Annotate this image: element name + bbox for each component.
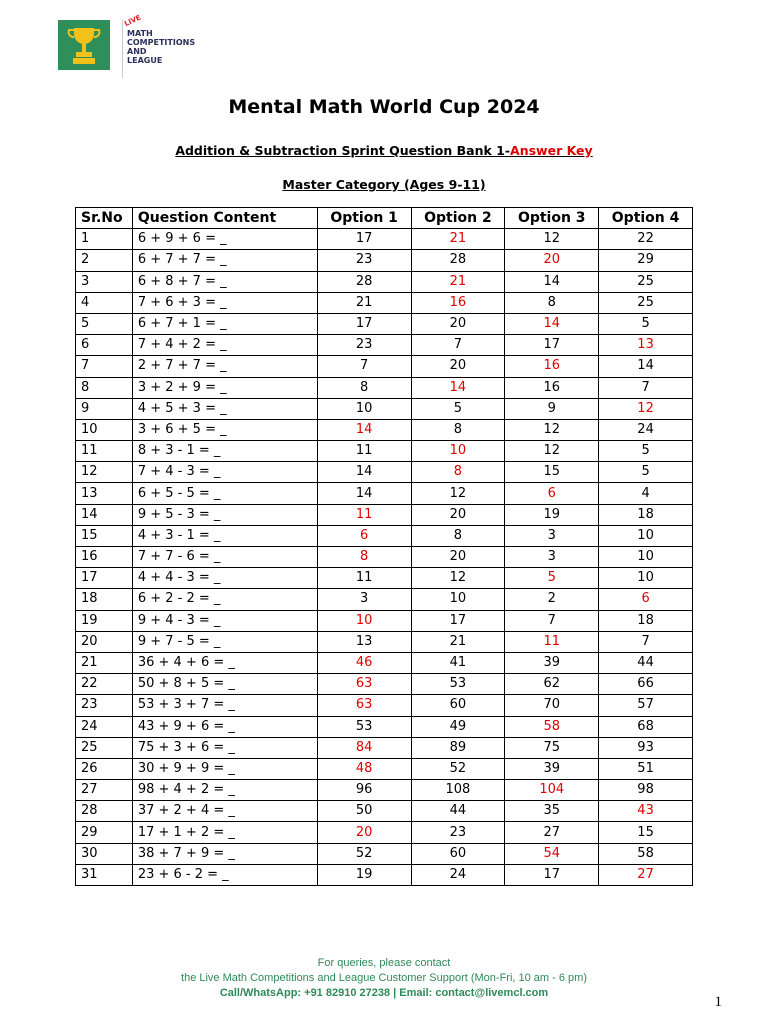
table-row <box>76 737 693 758</box>
option-cell: 19 <box>505 504 599 525</box>
footer-line-2: the Live Math Competitions and League Customer Support (Mon-Fri, 10 am - 6 pm) <box>181 972 587 984</box>
table-row <box>76 652 693 673</box>
option-cell: 39 <box>505 758 599 779</box>
option-cell: 52 <box>411 758 505 779</box>
option-cell: 10 <box>599 568 693 589</box>
sr-no-cell: 28 <box>76 801 133 822</box>
option-cell: 28 <box>317 271 411 292</box>
table-row <box>76 250 693 271</box>
footer-line-1: For queries, please contact <box>317 957 451 969</box>
correct-option-cell: 48 <box>317 758 411 779</box>
question-cell: 53 + 3 + 7 = _ <box>132 695 317 716</box>
option-cell: 15 <box>505 462 599 483</box>
sr-no-cell: 16 <box>76 547 133 568</box>
sr-no-cell: 20 <box>76 631 133 652</box>
table-row <box>76 504 693 525</box>
option-cell: 20 <box>411 504 505 525</box>
sr-no-cell: 30 <box>76 843 133 864</box>
question-cell: 6 + 7 + 1 = _ <box>132 313 317 334</box>
question-cell: 6 + 8 + 7 = _ <box>132 271 317 292</box>
sr-no-cell: 27 <box>76 780 133 801</box>
correct-option-cell: 14 <box>411 377 505 398</box>
option-cell: 3 <box>505 525 599 546</box>
table-row <box>76 398 693 419</box>
sr-no-cell: 26 <box>76 758 133 779</box>
option-cell: 12 <box>411 568 505 589</box>
option-cell: 44 <box>411 801 505 822</box>
option-cell: 53 <box>317 716 411 737</box>
option-cell: 12 <box>505 419 599 440</box>
correct-option-cell: 6 <box>505 483 599 504</box>
option-cell: 57 <box>599 695 693 716</box>
sr-no-cell: 11 <box>76 441 133 462</box>
table-row <box>76 758 693 779</box>
sr-no-cell: 19 <box>76 610 133 631</box>
option-cell: 5 <box>411 398 505 419</box>
option-cell: 5 <box>599 441 693 462</box>
option-cell: 9 <box>505 398 599 419</box>
question-cell: 4 + 3 - 1 = _ <box>132 525 317 546</box>
option-cell: 17 <box>317 313 411 334</box>
option-cell: 10 <box>317 398 411 419</box>
correct-option-cell: 10 <box>411 441 505 462</box>
logo-live-badge: LIVE <box>123 13 143 29</box>
option-cell: 10 <box>599 525 693 546</box>
correct-option-cell: 21 <box>411 271 505 292</box>
option-cell: 22 <box>599 229 693 250</box>
sr-no-cell: 12 <box>76 462 133 483</box>
correct-option-cell: 58 <box>505 716 599 737</box>
correct-option-cell: 63 <box>317 695 411 716</box>
option-cell: 17 <box>411 610 505 631</box>
option-cell: 17 <box>505 335 599 356</box>
answer-key-label: Answer Key <box>510 143 593 158</box>
option-cell: 5 <box>599 462 693 483</box>
question-cell: 75 + 3 + 6 = _ <box>132 737 317 758</box>
subtitle <box>0 143 768 158</box>
question-cell: 7 + 7 - 6 = _ <box>132 547 317 568</box>
table-row <box>76 801 693 822</box>
option-cell: 20 <box>411 547 505 568</box>
table-row <box>76 547 693 568</box>
sr-no-cell: 18 <box>76 589 133 610</box>
correct-option-cell: 16 <box>505 356 599 377</box>
header-sr-no: Sr.No <box>76 208 133 229</box>
correct-option-cell: 63 <box>317 674 411 695</box>
option-cell: 28 <box>411 250 505 271</box>
option-cell: 62 <box>505 674 599 695</box>
correct-option-cell: 6 <box>599 589 693 610</box>
option-cell: 7 <box>411 335 505 356</box>
sr-no-cell: 6 <box>76 335 133 356</box>
option-cell: 8 <box>411 419 505 440</box>
option-cell: 14 <box>599 356 693 377</box>
table-row <box>76 483 693 504</box>
question-cell: 36 + 4 + 6 = _ <box>132 652 317 673</box>
option-cell: 49 <box>411 716 505 737</box>
header-question: Question Content <box>132 208 317 229</box>
table-row <box>76 313 693 334</box>
option-cell: 21 <box>411 631 505 652</box>
option-cell: 8 <box>411 525 505 546</box>
table-row <box>76 610 693 631</box>
option-cell: 3 <box>317 589 411 610</box>
correct-option-cell: 84 <box>317 737 411 758</box>
option-cell: 66 <box>599 674 693 695</box>
question-cell: 38 + 7 + 9 = _ <box>132 843 317 864</box>
sr-no-cell: 24 <box>76 716 133 737</box>
option-cell: 8 <box>505 292 599 313</box>
option-cell: 18 <box>599 504 693 525</box>
sr-no-cell: 7 <box>76 356 133 377</box>
option-cell: 24 <box>411 864 505 885</box>
option-cell: 11 <box>317 441 411 462</box>
header-option-2: Option 2 <box>411 208 505 229</box>
option-cell: 13 <box>317 631 411 652</box>
question-cell: 43 + 9 + 6 = _ <box>132 716 317 737</box>
option-cell: 11 <box>317 568 411 589</box>
option-cell: 7 <box>505 610 599 631</box>
option-cell: 98 <box>599 780 693 801</box>
option-cell: 27 <box>505 822 599 843</box>
option-cell: 96 <box>317 780 411 801</box>
footer-contact: Call/WhatsApp: +91 82910 27238 | Email: contact@livemcl.com <box>219 987 549 999</box>
sr-no-cell: 10 <box>76 419 133 440</box>
option-cell: 108 <box>411 780 505 801</box>
table-row <box>76 335 693 356</box>
option-cell: 60 <box>411 843 505 864</box>
option-cell: 23 <box>411 822 505 843</box>
question-cell: 4 + 5 + 3 = _ <box>132 398 317 419</box>
option-cell: 25 <box>599 292 693 313</box>
correct-option-cell: 20 <box>317 822 411 843</box>
option-cell: 20 <box>411 313 505 334</box>
sr-no-cell: 21 <box>76 652 133 673</box>
table-row <box>76 441 693 462</box>
correct-option-cell: 13 <box>599 335 693 356</box>
option-cell: 52 <box>317 843 411 864</box>
table-row <box>76 356 693 377</box>
logo-text: LIVE MATH COMPETITIONS AND LEAGUE <box>122 20 193 78</box>
option-cell: 7 <box>317 356 411 377</box>
option-cell: 35 <box>505 801 599 822</box>
table-row <box>76 568 693 589</box>
subtitle-main: Addition & Subtraction Sprint Question Bank 1- <box>175 143 511 158</box>
table-row <box>76 716 693 737</box>
option-cell: 14 <box>317 462 411 483</box>
correct-option-cell: 6 <box>317 525 411 546</box>
sr-no-cell: 8 <box>76 377 133 398</box>
question-cell: 4 + 4 - 3 = _ <box>132 568 317 589</box>
option-cell: 29 <box>599 250 693 271</box>
option-cell: 17 <box>317 229 411 250</box>
correct-option-cell: 14 <box>505 313 599 334</box>
sr-no-cell: 25 <box>76 737 133 758</box>
correct-option-cell: 11 <box>505 631 599 652</box>
sr-no-cell: 5 <box>76 313 133 334</box>
sr-no-cell: 31 <box>76 864 133 885</box>
option-cell: 23 <box>317 335 411 356</box>
option-cell: 93 <box>599 737 693 758</box>
option-cell: 7 <box>599 631 693 652</box>
sr-no-cell: 2 <box>76 250 133 271</box>
question-cell: 23 + 6 - 2 = _ <box>132 864 317 885</box>
option-cell: 44 <box>599 652 693 673</box>
correct-option-cell: 21 <box>411 229 505 250</box>
option-cell: 14 <box>505 271 599 292</box>
table-row <box>76 822 693 843</box>
sr-no-cell: 29 <box>76 822 133 843</box>
option-cell: 39 <box>505 652 599 673</box>
correct-option-cell: 10 <box>317 610 411 631</box>
header-option-4: Option 4 <box>599 208 693 229</box>
option-cell: 51 <box>599 758 693 779</box>
answer-key-table <box>75 207 693 886</box>
table-row <box>76 780 693 801</box>
table-row <box>76 843 693 864</box>
sr-no-cell: 22 <box>76 674 133 695</box>
correct-option-cell: 8 <box>411 462 505 483</box>
option-cell: 70 <box>505 695 599 716</box>
logo <box>58 13 196 76</box>
sr-no-cell: 23 <box>76 695 133 716</box>
option-cell: 12 <box>505 229 599 250</box>
sr-no-cell: 3 <box>76 271 133 292</box>
option-cell: 75 <box>505 737 599 758</box>
question-cell: 3 + 6 + 5 = _ <box>132 419 317 440</box>
question-cell: 30 + 9 + 9 = _ <box>132 758 317 779</box>
option-cell: 23 <box>317 250 411 271</box>
question-cell: 2 + 7 + 7 = _ <box>132 356 317 377</box>
option-cell: 14 <box>317 483 411 504</box>
table-row <box>76 631 693 652</box>
option-cell: 53 <box>411 674 505 695</box>
correct-option-cell: 46 <box>317 652 411 673</box>
option-cell: 2 <box>505 589 599 610</box>
correct-option-cell: 27 <box>599 864 693 885</box>
sr-no-cell: 9 <box>76 398 133 419</box>
table-row <box>76 462 693 483</box>
option-cell: 20 <box>411 356 505 377</box>
table-row <box>76 419 693 440</box>
page-title: Mental Math World Cup 2024 <box>228 96 540 118</box>
sr-no-cell: 13 <box>76 483 133 504</box>
table-row <box>76 695 693 716</box>
header-option-3: Option 3 <box>505 208 599 229</box>
question-cell: 98 + 4 + 2 = _ <box>132 780 317 801</box>
sr-no-cell: 15 <box>76 525 133 546</box>
correct-option-cell: 12 <box>599 398 693 419</box>
option-cell: 16 <box>505 377 599 398</box>
correct-option-cell: 43 <box>599 801 693 822</box>
correct-option-cell: 54 <box>505 843 599 864</box>
correct-option-cell: 16 <box>411 292 505 313</box>
question-cell: 17 + 1 + 2 = _ <box>132 822 317 843</box>
table-row <box>76 525 693 546</box>
option-cell: 24 <box>599 419 693 440</box>
option-cell: 18 <box>599 610 693 631</box>
question-cell: 50 + 8 + 5 = _ <box>132 674 317 695</box>
option-cell: 21 <box>317 292 411 313</box>
question-cell: 7 + 4 - 3 = _ <box>132 462 317 483</box>
question-cell: 8 + 3 - 1 = _ <box>132 441 317 462</box>
option-cell: 25 <box>599 271 693 292</box>
table-row <box>76 271 693 292</box>
question-cell: 6 + 7 + 7 = _ <box>132 250 317 271</box>
table-row <box>76 292 693 313</box>
question-cell: 7 + 4 + 2 = _ <box>132 335 317 356</box>
option-cell: 17 <box>505 864 599 885</box>
option-cell: 58 <box>599 843 693 864</box>
correct-option-cell: 14 <box>317 419 411 440</box>
table-row <box>76 377 693 398</box>
option-cell: 19 <box>317 864 411 885</box>
sr-no-cell: 4 <box>76 292 133 313</box>
question-cell: 6 + 9 + 6 = _ <box>132 229 317 250</box>
option-cell: 12 <box>411 483 505 504</box>
category-heading: Master Category (Ages 9-11) <box>282 177 486 192</box>
correct-option-cell: 11 <box>317 504 411 525</box>
option-cell: 4 <box>599 483 693 504</box>
table-row <box>76 864 693 885</box>
sr-no-cell: 17 <box>76 568 133 589</box>
question-cell: 3 + 2 + 9 = _ <box>132 377 317 398</box>
header-option-1: Option 1 <box>317 208 411 229</box>
question-cell: 9 + 7 - 5 = _ <box>132 631 317 652</box>
correct-option-cell: 20 <box>505 250 599 271</box>
option-cell: 15 <box>599 822 693 843</box>
question-cell: 37 + 2 + 4 = _ <box>132 801 317 822</box>
table-header-row <box>76 208 693 229</box>
sr-no-cell: 1 <box>76 229 133 250</box>
sr-no-cell: 14 <box>76 504 133 525</box>
correct-option-cell: 104 <box>505 780 599 801</box>
option-cell: 10 <box>599 547 693 568</box>
question-cell: 6 + 5 - 5 = _ <box>132 483 317 504</box>
option-cell: 60 <box>411 695 505 716</box>
table-row <box>76 589 693 610</box>
option-cell: 3 <box>505 547 599 568</box>
question-cell: 7 + 6 + 3 = _ <box>132 292 317 313</box>
question-cell: 9 + 4 - 3 = _ <box>132 610 317 631</box>
correct-option-cell: 8 <box>317 547 411 568</box>
table-row <box>76 229 693 250</box>
page-number: 1 <box>714 994 722 1010</box>
table-row <box>76 674 693 695</box>
option-cell: 10 <box>411 589 505 610</box>
option-cell: 89 <box>411 737 505 758</box>
footer <box>0 956 768 1001</box>
question-cell: 9 + 5 - 3 = _ <box>132 504 317 525</box>
question-cell: 6 + 2 - 2 = _ <box>132 589 317 610</box>
correct-option-cell: 5 <box>505 568 599 589</box>
option-cell: 12 <box>505 441 599 462</box>
trophy-logo-icon <box>58 20 110 70</box>
option-cell: 5 <box>599 313 693 334</box>
option-cell: 7 <box>599 377 693 398</box>
option-cell: 8 <box>317 377 411 398</box>
option-cell: 68 <box>599 716 693 737</box>
option-cell: 50 <box>317 801 411 822</box>
option-cell: 41 <box>411 652 505 673</box>
